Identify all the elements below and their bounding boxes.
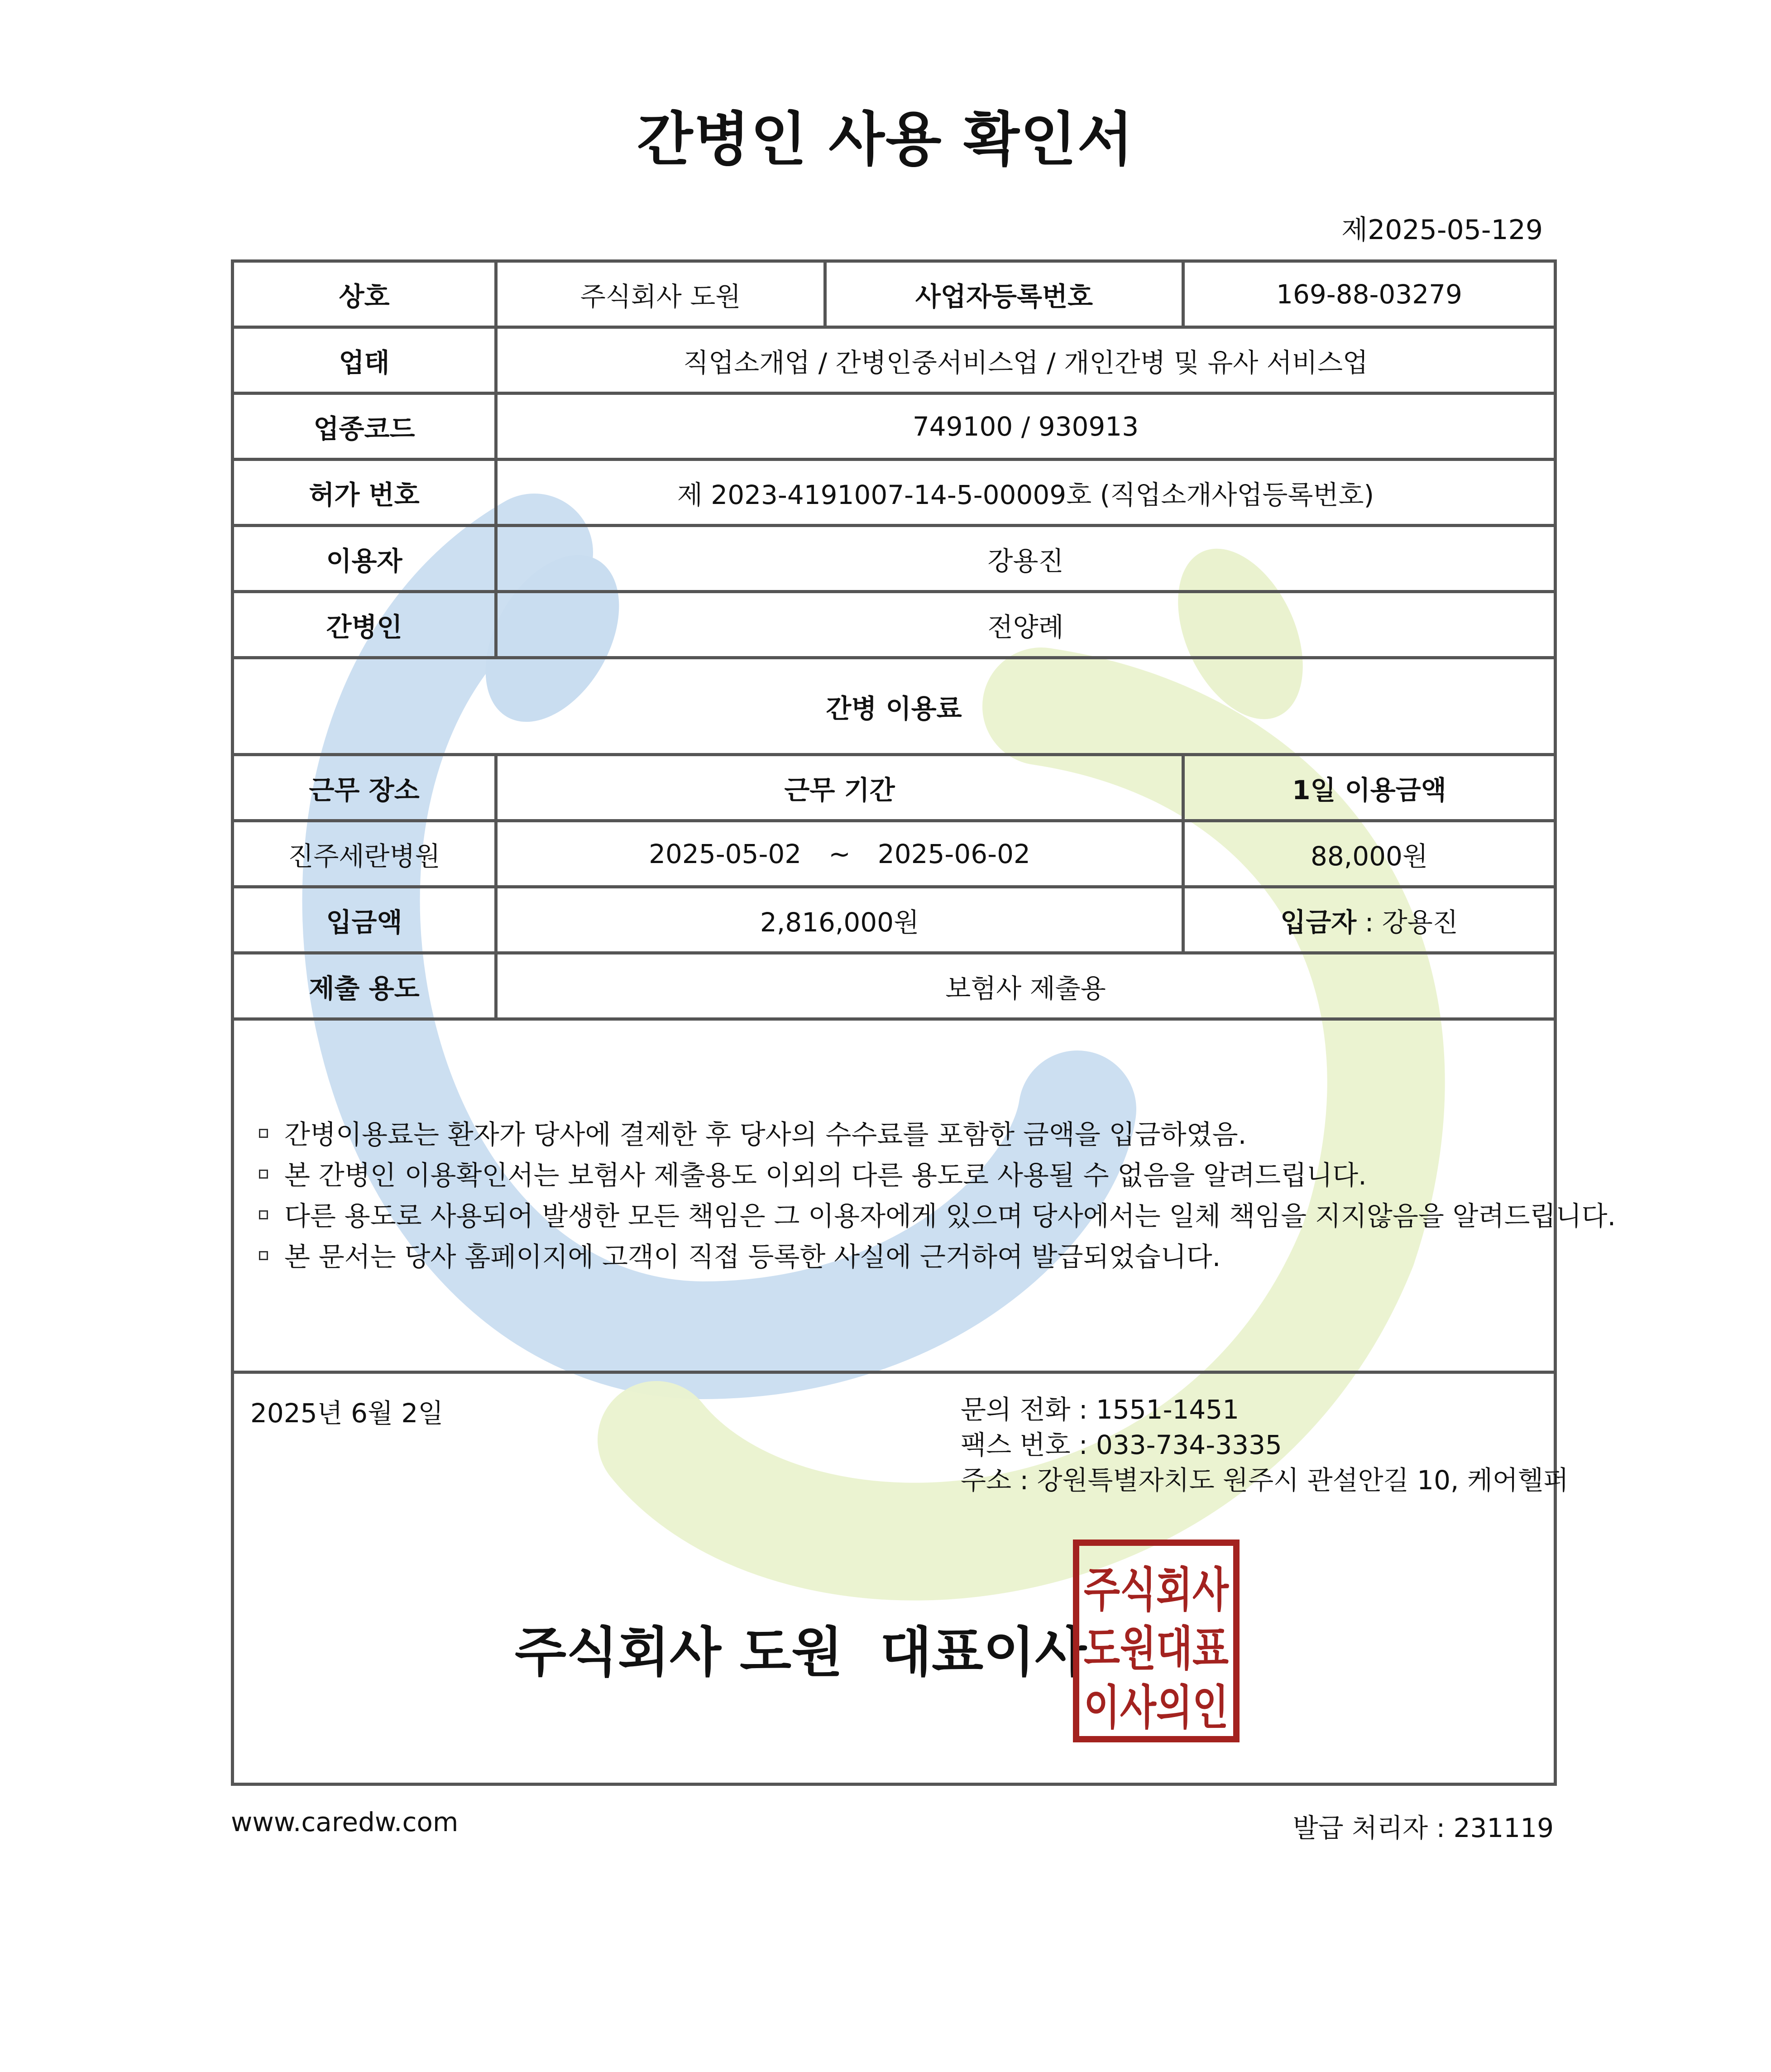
depositor-separator: : bbox=[1356, 906, 1382, 938]
square-bullet-icon bbox=[259, 1129, 268, 1138]
confirmation-form-table bbox=[231, 259, 1616, 1786]
list-item: 본 문서는 당사 홈페이지에 고객이 직접 등록한 사실에 근거하여 발급되었습니다. bbox=[259, 1237, 1554, 1277]
table-row bbox=[233, 887, 1556, 953]
list-item: 본 간병인 이용확인서는 보험사 제출용도 이외의 다른 용도로 사용될 수 없음을 알려드립니다. bbox=[259, 1155, 1554, 1196]
table-row bbox=[233, 592, 1556, 658]
footer-cell bbox=[233, 1372, 1569, 1784]
document-title: 간병인 사용 확인서 bbox=[637, 106, 1134, 173]
daily-fee-label: 1일 이용금액 bbox=[1183, 755, 1556, 821]
issue-handler: 발급 처리자 : 231119 bbox=[1292, 1813, 1554, 1843]
period-value bbox=[496, 821, 1183, 887]
period-label: 근무 기간 bbox=[496, 755, 1183, 821]
table-row bbox=[233, 261, 1556, 327]
caregiver-value: 전양례 bbox=[496, 592, 1556, 658]
caregiver-label: 간병인 bbox=[233, 592, 496, 658]
section-row bbox=[233, 658, 1556, 755]
table-row bbox=[233, 460, 1556, 526]
depositor-value: 강용진 bbox=[1382, 906, 1458, 938]
depositor-label: 입금자 bbox=[1280, 906, 1357, 938]
signatory: 주식회사 도원 대표이사 bbox=[515, 1621, 1087, 1684]
table-row bbox=[233, 526, 1556, 592]
list-item: 간병이용료는 환자가 당사에 결제한 후 당사의 수수료를 포함한 금액을 입금하였음. bbox=[259, 1114, 1554, 1155]
purpose-label: 제출 용도 bbox=[233, 953, 496, 1019]
daily-fee-value: 88,000원 bbox=[1183, 821, 1556, 887]
deposit-value: 2,816,000원 bbox=[496, 887, 1183, 953]
reg-no-label: 사업자등록번호 bbox=[825, 261, 1183, 327]
table-row bbox=[233, 393, 1556, 460]
depositor-cell bbox=[1183, 887, 1556, 953]
industry-code-label: 업종코드 bbox=[233, 393, 496, 460]
document-number: 제2025-05-129 bbox=[1341, 214, 1543, 246]
website-link[interactable]: www.caredw.com bbox=[231, 1807, 459, 1837]
table-row bbox=[233, 755, 1556, 821]
issue-date: 2025년 6월 2일 bbox=[250, 1398, 444, 1429]
period-end: 2025-06-02 bbox=[877, 838, 1030, 869]
purpose-value: 보험사 제출용 bbox=[496, 953, 1556, 1019]
deposit-label: 입금액 bbox=[233, 887, 496, 953]
reg-no-value: 169-88-03279 bbox=[1183, 261, 1556, 327]
square-bullet-icon bbox=[259, 1251, 268, 1260]
trade-name-value: 주식회사 도원 bbox=[496, 261, 825, 327]
table-row bbox=[233, 953, 1556, 1019]
footer-row bbox=[233, 1372, 1556, 1784]
business-type-label: 업태 bbox=[233, 327, 496, 393]
user-label: 이용자 bbox=[233, 526, 496, 592]
notes-row bbox=[233, 1019, 1556, 1372]
notes-list bbox=[233, 1019, 1616, 1372]
svg-text:도원대표: 도원대표 bbox=[1084, 1621, 1229, 1676]
business-type-value: 직업소개업 / 간병인중서비스업 / 개인간병 및 유사 서비스업 bbox=[496, 327, 1556, 393]
list-item: 다른 용도로 사용되어 발생한 모든 책임은 그 이용자에게 있으며 당사에서는 일체 책임을 지지않음을 알려드립니다. bbox=[259, 1196, 1554, 1237]
contact-info bbox=[961, 1392, 1569, 1498]
company-seal-icon bbox=[1072, 1539, 1240, 1743]
fee-section-title: 간병 이용료 bbox=[233, 658, 1556, 755]
table-row bbox=[233, 327, 1556, 393]
square-bullet-icon bbox=[259, 1170, 268, 1179]
table-row bbox=[233, 821, 1556, 887]
phone-line: 문의 전화 : 1551-1451 bbox=[961, 1394, 1240, 1425]
square-bullet-icon bbox=[259, 1210, 268, 1219]
place-value: 진주세란병원 bbox=[233, 821, 496, 887]
svg-text:주식회사: 주식회사 bbox=[1084, 1562, 1230, 1617]
user-value: 강용진 bbox=[496, 526, 1556, 592]
svg-text:이사의인: 이사의인 bbox=[1084, 1680, 1229, 1735]
fax-line: 팩스 번호 : 033-734-3335 bbox=[961, 1429, 1282, 1460]
place-label: 근무 장소 bbox=[233, 755, 496, 821]
address-line: 주소 : 강원특별자치도 원주시 관설안길 10, 케어헬퍼 bbox=[961, 1465, 1569, 1496]
trade-name-label: 상호 bbox=[233, 261, 496, 327]
period-separator: ~ bbox=[828, 838, 851, 869]
industry-code-value: 749100 / 930913 bbox=[496, 393, 1556, 460]
period-start: 2025-05-02 bbox=[649, 838, 802, 869]
permit-value: 제 2023-4191007-14-5-00009호 (직업소개사업등록번호) bbox=[496, 460, 1556, 526]
permit-label: 허가 번호 bbox=[233, 460, 496, 526]
